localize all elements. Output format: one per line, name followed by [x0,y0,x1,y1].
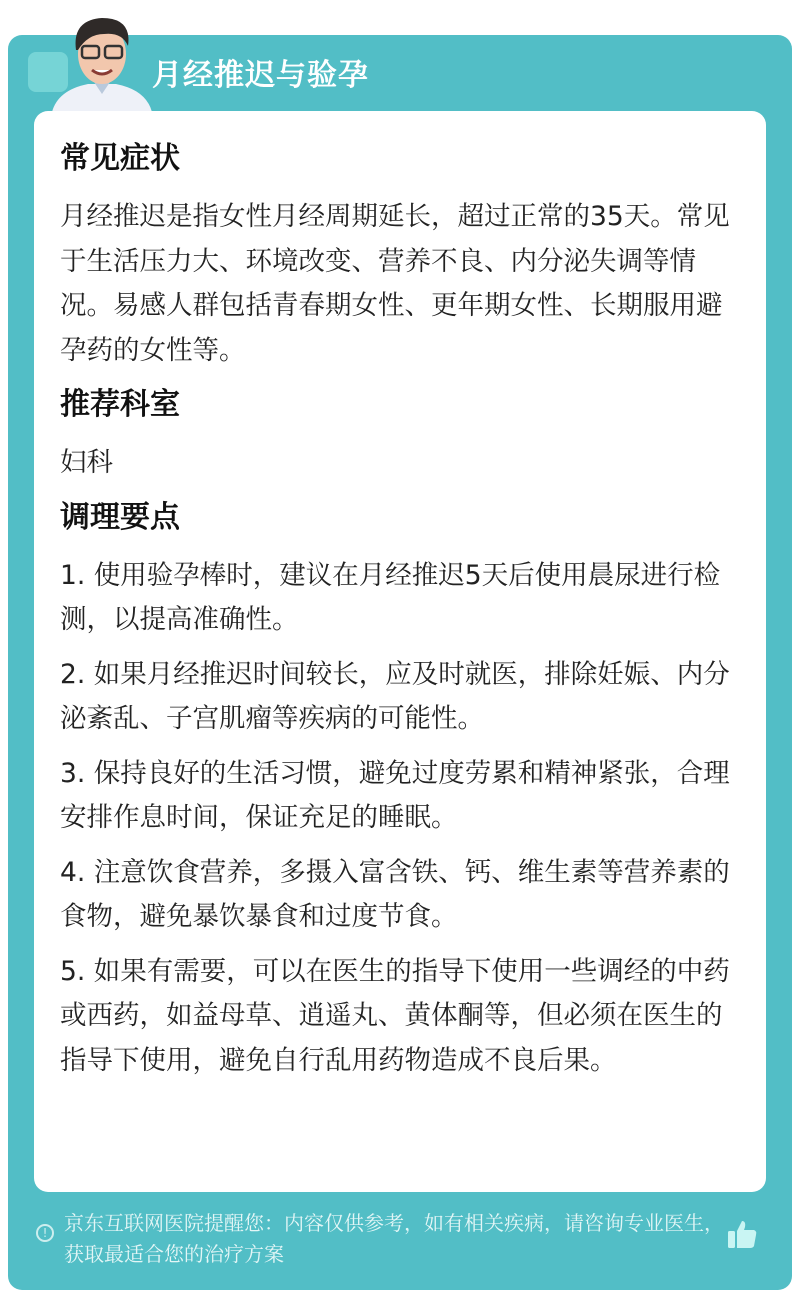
care-item: 3. 保持良好的生活习惯，避免过度劳累和精神紧张，合理安排作息时间，保证充足的睡眠。 [60,757,730,833]
department-text: 妇科 [60,447,113,478]
section-heading-care: 调理要点 [60,499,180,535]
section-heading-symptoms: 常见症状 [60,141,180,176]
thumbs-up-icon[interactable] [726,1218,758,1250]
disclaimer [36,1208,736,1270]
care-item: 1. 使用验孕棒时，建议在月经推迟5天后使用晨尿进行检测，以提高准确性。 [60,559,721,635]
section-heading-department: 推荐科室 [60,387,180,422]
info-icon: ! [36,1224,54,1242]
disclaimer-text: 京东互联网医院提醒您：内容仅供参考，如有相关疾病，请咨询专业医生，获取最适合您的治疗方案 [64,1211,724,1266]
care-item: 4. 注意饮食营养，多摄入富含铁、钙、维生素等营养素的食物，避免暴饮暴食和过度节食。 [60,856,730,932]
care-item: 2. 如果月经推迟时间较长，应及时就医，排除妊娠、内分泌紊乱、子宫肌瘤等疾病的可能性。 [60,658,730,734]
page-title: 月经推迟与验孕 [152,58,369,93]
care-item: 5. 如果有需要，可以在医生的指导下使用一些调经的中药或西药，如益母草、逍遥丸、黄体酮等，但必须在医生的指导下使用，避免自行乱用药物造成不良后果。 [60,955,730,1076]
doctor-avatar [48,10,156,112]
symptoms-text: 月经推迟是指女性月经周期延长，超过正常的35天。常见于生活压力大、环境改变、营养不良、内分泌失调等情况。易感人群包括青春期女性、更年期女性、长期服用避孕药的女性等。 [60,201,730,366]
info-card [34,111,766,1192]
